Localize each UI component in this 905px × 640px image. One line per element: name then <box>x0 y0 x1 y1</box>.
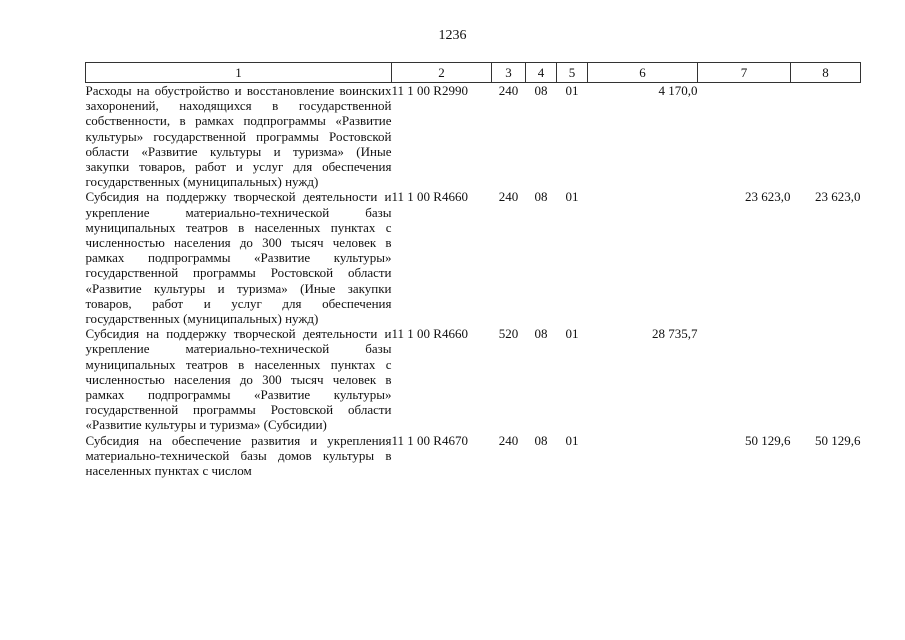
table-row <box>86 189 861 326</box>
row-amount-col6: 28 735,7 <box>652 326 698 342</box>
row-expense-type: 240 <box>498 432 519 448</box>
row-code: 11 1 00 R4660 <box>391 189 468 205</box>
row-expense-type: 240 <box>498 189 519 205</box>
column-header: 7 <box>698 63 791 83</box>
row-expense-type: 240 <box>498 83 519 98</box>
row-section: 08 <box>534 432 548 448</box>
row-code: 11 1 00 R2990 <box>391 83 468 98</box>
row-section: 08 <box>534 326 548 342</box>
column-header: 4 <box>526 63 557 83</box>
row-subsection: 01 <box>565 189 579 205</box>
row-amount-col6 <box>588 433 698 479</box>
row-description: Субсидия на поддержку творческой деятельности и укрепление материально-технической базы муниципальных театров в населенных пунктах с численностью населения до 300 тысяч человек в рамках подпрограммы «Развитие культуры» государственной программы Ростовской области «Развитие культуры и туризма» (Субсидии) <box>85 326 392 433</box>
table-header-row <box>86 63 861 83</box>
row-amount-col7: 23 623,0 <box>745 189 791 205</box>
row-subsection: 01 <box>565 326 579 342</box>
column-header: 3 <box>492 63 526 83</box>
row-code: 11 1 00 R4670 <box>391 432 468 448</box>
row-amount-col8 <box>791 326 861 432</box>
row-amount-col6 <box>588 189 698 326</box>
row-subsection: 01 <box>565 83 579 98</box>
column-header: 8 <box>791 63 861 83</box>
page-number: 1236 <box>438 28 467 43</box>
row-subsection: 01 <box>565 432 579 448</box>
column-header: 2 <box>392 63 492 83</box>
row-description: Субсидия на поддержку творческой деятельности и укрепление материально-технической базы муниципальных театров в населенных пунктах с численностью населения до 300 тысяч человек в рамках подпрограммы «Развитие культуры» государственной программы Ростовской области «Развитие культуры и туризма» (Иные закупки товаров, работ и услуг для обеспечения государственных (муниципальных) нужд) <box>85 189 392 327</box>
column-header: 6 <box>588 63 698 83</box>
table-row <box>86 433 861 479</box>
budget-table <box>85 62 861 478</box>
row-description: Расходы на обустройство и восстановление воинских захоронений, находящихся в государственной собственности, в рамках подпрограммы «Развитие культуры» государственной программы Ростовской области «Развитие культуры и туризма» (Иные закупки товаров, работ и услуг для обеспечения государственных (муниципальных) нужд) <box>85 83 392 190</box>
row-amount-col8 <box>791 83 861 190</box>
row-amount-col7 <box>698 83 791 190</box>
row-description: Субсидия на обеспечение развития и укрепления материально-технической базы домов культуры в населенных пунктах с числом <box>85 432 392 479</box>
table-row <box>86 326 861 432</box>
row-code: 11 1 00 R4660 <box>391 326 468 342</box>
row-amount-col8: 23 623,0 <box>815 189 861 205</box>
table-row <box>86 83 861 190</box>
row-amount-col6: 4 170,0 <box>658 83 698 98</box>
row-amount-col7 <box>698 326 791 432</box>
column-header: 1 <box>86 63 392 83</box>
row-amount-col7: 50 129,6 <box>745 432 791 448</box>
column-header: 5 <box>557 63 588 83</box>
row-expense-type: 520 <box>498 326 519 342</box>
row-section: 08 <box>534 83 548 98</box>
row-amount-col8: 50 129,6 <box>815 432 861 448</box>
row-section: 08 <box>534 189 548 205</box>
